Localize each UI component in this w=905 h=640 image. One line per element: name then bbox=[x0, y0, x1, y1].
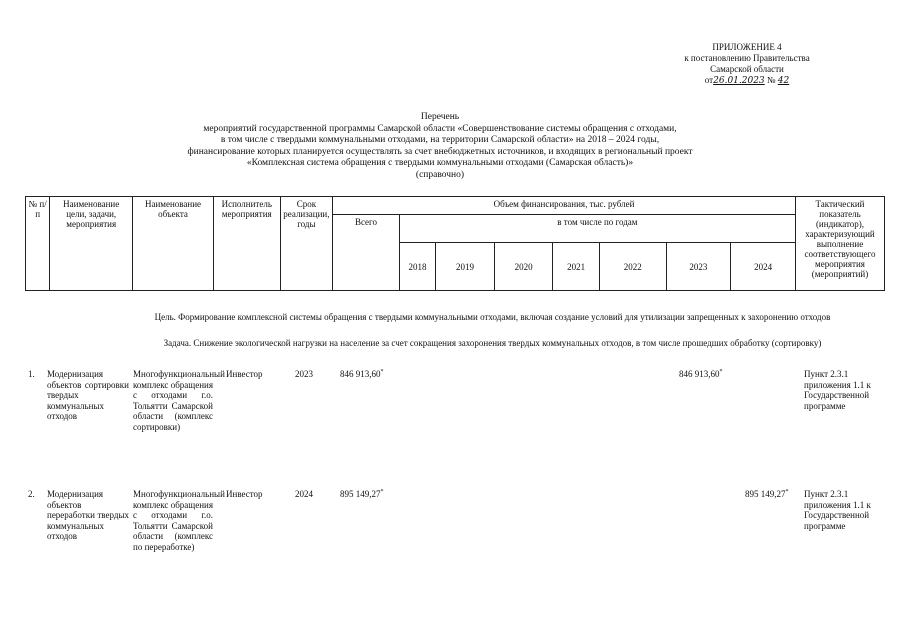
header-finance: Объем финансирования, тыс. рублей bbox=[333, 197, 796, 215]
header-year: 2019 bbox=[436, 243, 495, 291]
header-year: 2024 bbox=[731, 243, 796, 291]
handwritten-number: 42 bbox=[777, 76, 790, 86]
appendix-line: Самарской области bbox=[710, 64, 784, 74]
header-year: 2018 bbox=[399, 243, 435, 291]
row-num: 2. bbox=[28, 489, 35, 499]
appendix-line: к постановлению Правительства bbox=[684, 53, 810, 63]
row-term: 2024 bbox=[295, 489, 313, 499]
year-value: 895 149,27 bbox=[745, 489, 786, 499]
title-line: в том числе с твердыми коммунальными отходами, на территории Самарской области» на 2018 – 2024 годы, bbox=[220, 135, 660, 145]
header-total: Всего bbox=[333, 215, 400, 291]
header-year: 2021 bbox=[553, 243, 599, 291]
row-total bbox=[340, 369, 384, 379]
goal-text: Цель. Формирование комплексной системы обращения с твердыми коммунальными отходами, включая создание условий для утилизации запрещенных к захоронению отходов bbox=[154, 312, 831, 322]
handwritten-date: 26.01.2023 bbox=[713, 76, 765, 86]
row-total bbox=[340, 489, 384, 499]
title-line: Перечень bbox=[420, 112, 460, 122]
appendix-date-line bbox=[647, 75, 847, 87]
header-year: 2022 bbox=[599, 243, 666, 291]
row-object: Многофункциональный комплекс обращения с отходами г.о. Тольятти Самарской области (комплекс по переработке) bbox=[133, 489, 225, 552]
header-num: № п/п bbox=[26, 197, 50, 291]
footnote-mark: * bbox=[785, 489, 789, 495]
number-label: № bbox=[766, 75, 776, 85]
title-line: «Комплексная система обращения с твердыми коммунальными отходами (Самарская область)» bbox=[246, 158, 634, 168]
footnote-mark: * bbox=[380, 489, 384, 495]
row-name: Модернизация объектов сортировки твердых коммунальных отходов bbox=[47, 369, 129, 421]
footnote-mark: * bbox=[719, 369, 723, 375]
header-goal: Наименование цели, задачи, мероприятия bbox=[50, 197, 133, 291]
row-num: 1. bbox=[28, 369, 35, 379]
appendix-title: ПРИЛОЖЕНИЕ 4 bbox=[712, 42, 782, 52]
row-year-value bbox=[745, 489, 789, 499]
header-year: 2023 bbox=[666, 243, 731, 291]
row-executor: Инвестор bbox=[226, 489, 263, 499]
title-line: мероприятий государственной программы Самарской области «Совершенствование системы обращения с отходами, bbox=[203, 123, 677, 134]
year-value: 846 913,60 bbox=[679, 369, 720, 379]
row-indicator: Пункт 2.3.1 приложения 1.1 к Государственной программе bbox=[804, 489, 871, 531]
row-executor: Инвестор bbox=[226, 369, 263, 379]
header-by-years: в том числе по годам bbox=[399, 215, 795, 243]
title-line: финансирование которых планируется осуществлять за счет внебюджетных источников, и входящих в региональный проект bbox=[187, 146, 693, 157]
total-value: 846 913,60 bbox=[340, 369, 381, 379]
footnote-mark: * bbox=[380, 369, 384, 375]
row-year-value bbox=[679, 369, 723, 379]
task-text: Задача. Снижение экологической нагрузки на население за счет сокращения захоронения твердых коммунальных отходов, в том числе прошедших обработку (сортировку) bbox=[163, 338, 822, 348]
header-object: Наименование объекта bbox=[133, 197, 214, 291]
date-prefix: от bbox=[704, 75, 714, 85]
row-name: Модернизация объектов переработки твердых коммунальных отходов bbox=[47, 489, 129, 541]
row-term: 2023 bbox=[295, 369, 313, 379]
total-value: 895 149,27 bbox=[340, 489, 381, 499]
header-year: 2020 bbox=[494, 243, 553, 291]
title-line: (справочно) bbox=[415, 169, 465, 180]
header-indicator: Тактический показатель (индикатор), характеризующий выполнение соответствующего мероприятия (мероприятий) bbox=[795, 197, 884, 291]
table-header bbox=[25, 196, 885, 291]
row-object: Многофункциональный комплекс обращения с отходами г.о. Тольятти Самарской области (комплекс сортировки) bbox=[133, 369, 225, 432]
row-indicator: Пункт 2.3.1 приложения 1.1 к Государственной программе bbox=[804, 369, 871, 411]
document-title bbox=[120, 112, 760, 181]
header-executor: Исполнитель мероприятия bbox=[213, 197, 280, 291]
appendix-block bbox=[647, 42, 847, 87]
header-term: Срок реализации, годы bbox=[280, 197, 333, 291]
